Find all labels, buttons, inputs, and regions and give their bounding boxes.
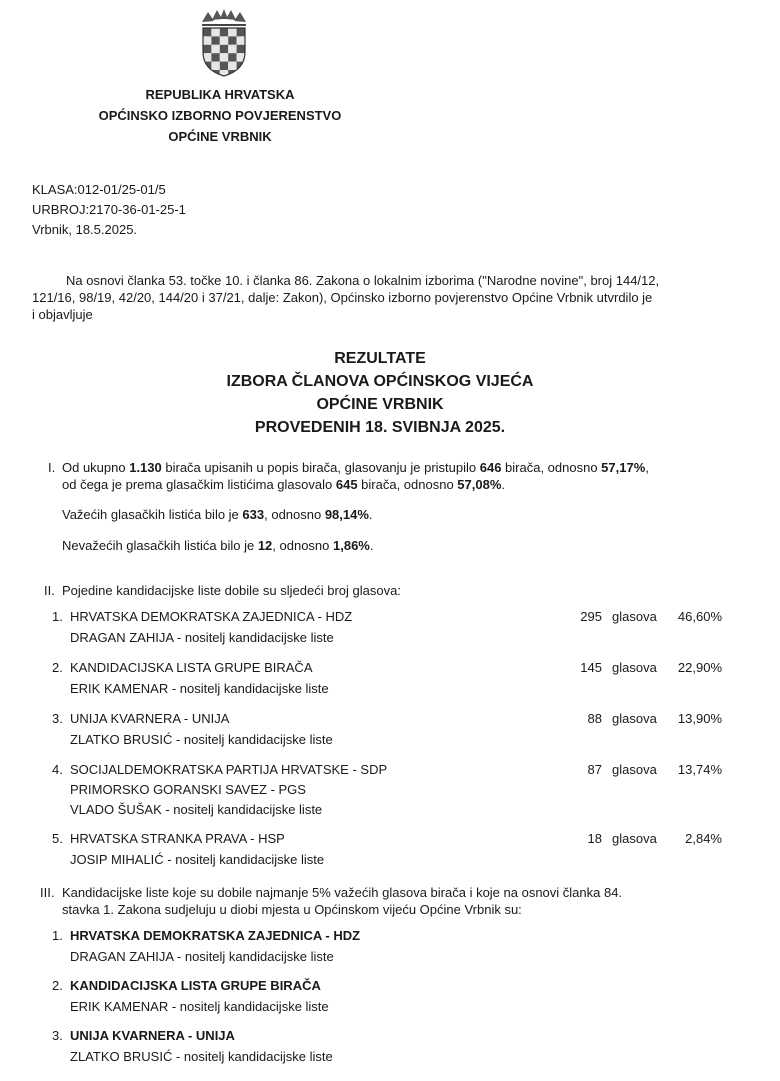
intro-paragraph [32,272,732,323]
list-holder: JOSIP MIHALIĆ - nositelj kandidacijske liste [70,852,325,867]
issuer-line-3: OPĆINE VRBNIK [168,129,272,144]
intro-line-2: 121/16, 98/19, 42/20, 144/20 i 37/21, dalje: Zakon), Općinsko izborno povjerenstvo Općine Vrbnik utvrdilo je [32,290,653,305]
list-votes: 18 [587,831,602,846]
title-line-3: OPĆINE VRBNIK [316,396,444,413]
list-holder: DRAGAN ZAHIJA - nositelj kandidacijske liste [70,630,334,645]
list-percentage: 46,60% [677,609,722,624]
issuer-line-1: REPUBLIKA HRVATSKA [145,87,295,102]
votes-unit: glasova [612,660,657,675]
intro-line-1: Na osnovi članka 53. točke 10. i članka 86. Zakona o lokalnim izborima ("Narodne novine", broj 144/12, [66,273,660,288]
votes-unit: glasova [612,831,657,846]
list-percentage: 13,90% [677,711,722,726]
list-votes: 295 [580,609,602,624]
intro-line-3: i objavljuje [32,307,93,322]
title-line-2: IZBORA ČLANOVA OPĆINSKOG VIJEĆA [226,373,534,390]
seat-list-number: 1. [52,928,63,943]
section-3-line-2: stavka 1. Zakona sudjeluju u diobi mjesta u Općinskom vijeću Općine Vrbnik su: [62,902,522,917]
list-holder: ERIK KAMENAR - nositelj kandidacijske liste [70,681,329,696]
urbroj: URBROJ:2170-36-01-25-1 [32,202,186,217]
list-number: 3. [52,711,63,726]
list-name: SOCIJALDEMOKRATSKA PARTIJA HRVATSKE - SDP [70,762,388,777]
list-votes: 88 [587,711,602,726]
votes-unit: glasova [612,609,657,624]
list-name: HRVATSKA STRANKA PRAVA - HSP [70,831,285,846]
coat-of-arms-icon [198,8,250,78]
list-name: UNIJA KVARNERA - UNIJA [70,711,230,726]
title-line-1: REZULTATE [334,350,426,367]
seat-list-holder: ZLATKO BRUSIĆ - nositelj kandidacijske liste [70,1049,333,1064]
section-3-line-1: Kandidacijske liste koje su dobile najmanje 5% važećih glasova birača i koje na osnovi članka 84. [62,885,623,900]
issuer-line-2: OPĆINSKO IZBORNO POVJERENSTVO [98,108,342,123]
votes-unit: glasova [612,762,657,777]
list-holder: ZLATKO BRUSIĆ - nositelj kandidacijske liste [70,732,333,747]
section-1-numeral: I. [48,460,56,475]
votes-unit: glasova [612,711,657,726]
klasa: KLASA:012-01/25-01/5 [32,182,166,197]
section-3-numeral: III. [40,885,55,900]
seat-list-holder: DRAGAN ZAHIJA - nositelj kandidacijske liste [70,949,334,964]
seat-list-name: HRVATSKA DEMOKRATSKA ZAJEDNICA - HDZ [70,928,361,943]
list-number: 1. [52,609,63,624]
list-name: KANDIDACIJSKA LISTA GRUPE BIRAČA [70,660,313,675]
seat-list-name: UNIJA KVARNERA - UNIJA [70,1028,235,1043]
seat-list-holder: ERIK KAMENAR - nositelj kandidacijske liste [70,999,329,1014]
section-2-numeral: II. [44,583,55,598]
list-number: 5. [52,831,63,846]
section-1-line-2: od čega je prema glasačkim listićima glasovalo 645 birača, odnosno 57,08%. [62,477,506,492]
list-name: HRVATSKA DEMOKRATSKA ZAJEDNICA - HDZ [70,609,353,624]
list-percentage: 2,84% [685,831,722,846]
list-votes: 87 [587,762,602,777]
list-percentage: 13,74% [677,762,722,777]
section-1-line-1: Od ukupno 1.130 birača upisanih u popis birača, glasovanju je pristupilo 646 birača, odnosno 57,17%, [62,460,649,475]
title-line-4: PROVEDENIH 18. SVIBNJA 2025. [254,419,506,436]
seat-list-number: 3. [52,1028,63,1043]
seat-list-number: 2. [52,978,63,993]
list-number: 4. [52,762,63,777]
seat-list-name: KANDIDACIJSKA LISTA GRUPE BIRAČA [70,978,321,993]
list-number: 2. [52,660,63,675]
place-date: Vrbnik, 18.5.2025. [32,222,138,237]
list-holder: VLADO ŠUŠAK - nositelj kandidacijske liste [70,802,323,817]
section-2-intro: Pojedine kandidacijske liste dobile su sljedeći broj glasova: [62,583,401,598]
valid-ballots: Važećih glasačkih listića bilo je 633, odnosno 98,14%. [62,507,373,522]
invalid-ballots: Nevažećih glasačkih listića bilo je 12, odnosno 1,86%. [62,538,374,553]
list-votes: 145 [580,660,602,675]
list-percentage: 22,90% [677,660,722,675]
list-name-2: PRIMORSKO GORANSKI SAVEZ - PGS [70,782,306,797]
